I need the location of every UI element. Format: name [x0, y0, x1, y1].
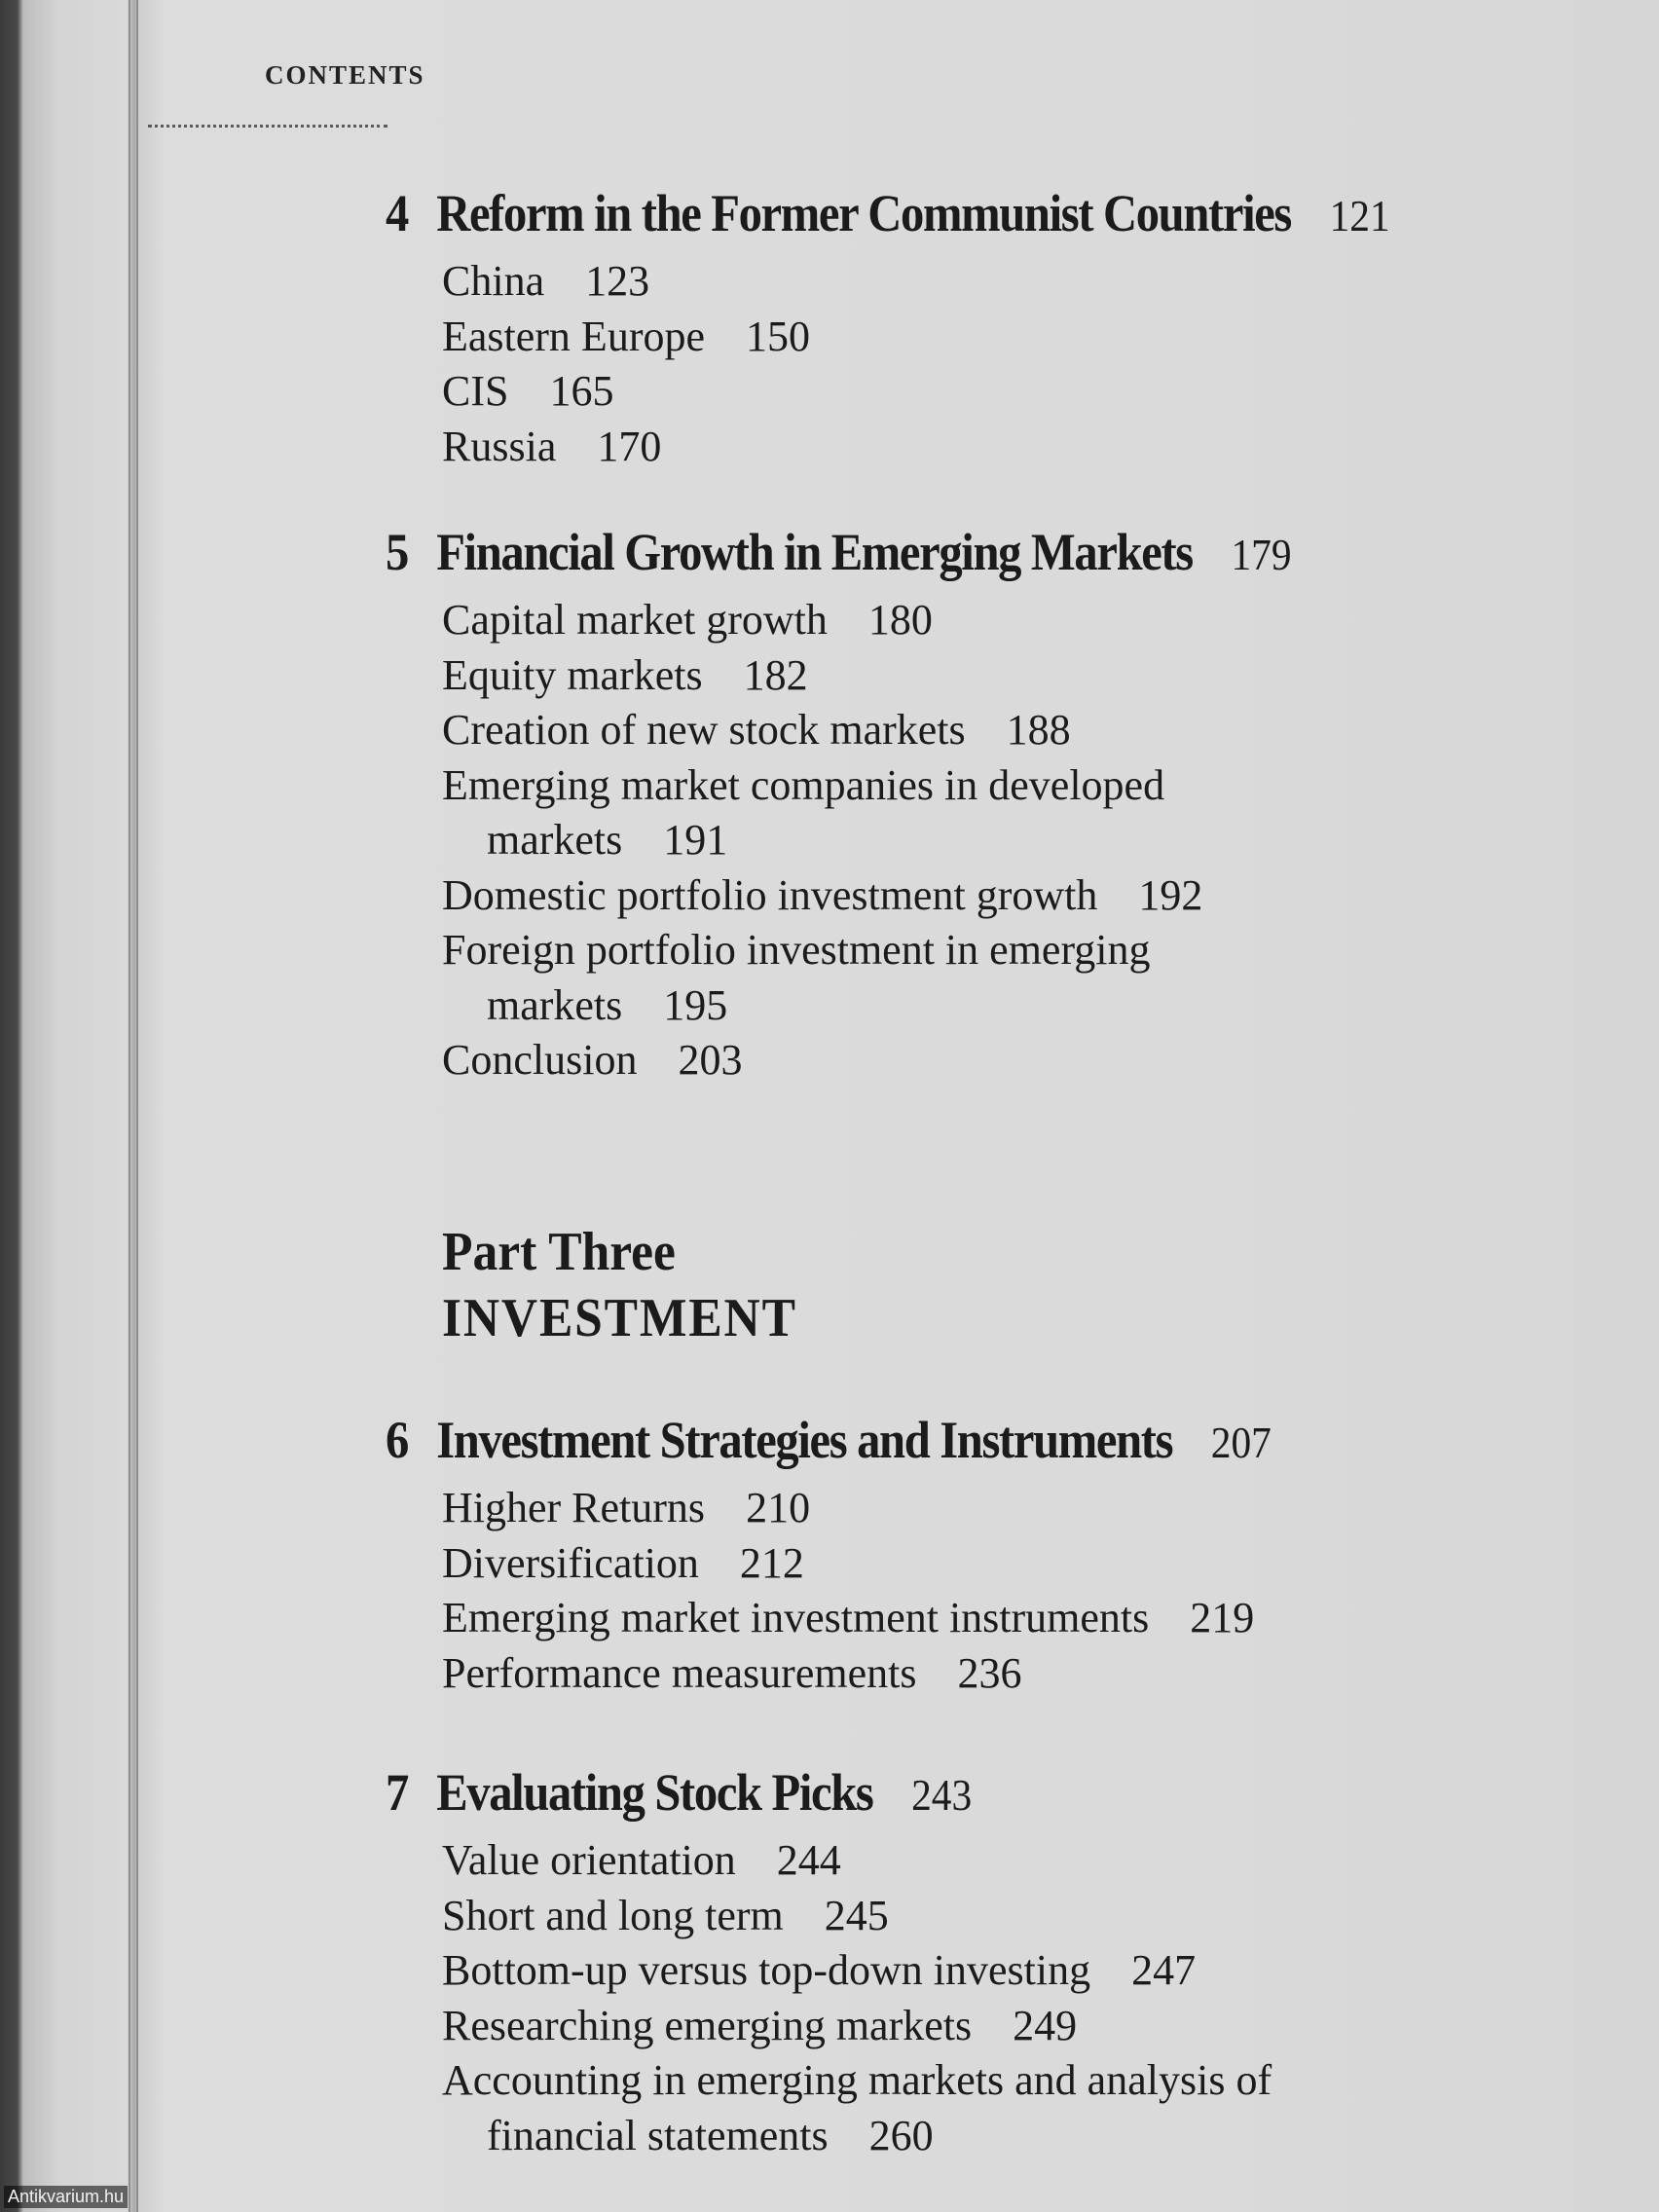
chapter-title: Evaluating Stock Picks	[436, 1763, 873, 1822]
section-entry[interactable]	[442, 923, 1392, 978]
section-entry[interactable]	[442, 254, 1501, 310]
watermark: Antikvarium.hu	[4, 2186, 128, 2208]
section-title: markets	[487, 816, 623, 864]
section-page: 191	[663, 816, 728, 864]
section-title: Conclusion	[442, 1036, 638, 1084]
chapter-7	[386, 1762, 1272, 2163]
section-title: Short and long term	[442, 1891, 784, 1939]
chapter-4	[386, 183, 1501, 474]
section-title: Emerging market companies in developed	[442, 760, 1165, 809]
section-title: Creation of new stock markets	[442, 706, 966, 754]
section-title: CIS	[442, 367, 509, 415]
chapter-page: 243	[911, 1770, 973, 1820]
section-page: 195	[663, 980, 728, 1029]
section-title: Performance measurements	[442, 1648, 917, 1697]
section-entry[interactable]	[442, 2053, 1272, 2109]
dotted-rule	[148, 125, 387, 128]
section-title: markets	[487, 980, 623, 1029]
section-page: 188	[1006, 706, 1071, 754]
section-list	[442, 593, 1392, 1088]
section-title: Bottom-up versus top-down investing	[442, 1946, 1091, 1994]
section-entry-continued[interactable]	[442, 813, 1392, 868]
chapter-6	[386, 1410, 1370, 1701]
chapter-heading[interactable]	[386, 522, 1292, 585]
section-entry[interactable]	[442, 1646, 1370, 1702]
section-title: Emerging market investment instruments	[442, 1594, 1150, 1641]
part-title: INVESTMENT	[442, 1288, 797, 1348]
chapter-heading[interactable]	[386, 1762, 1183, 1825]
section-title: Eastern Europe	[442, 312, 705, 360]
section-entry-continued[interactable]	[442, 978, 1392, 1034]
section-entry[interactable]	[442, 758, 1392, 814]
section-page: 260	[868, 2111, 934, 2159]
section-entry[interactable]	[442, 648, 1392, 704]
section-title: China	[442, 257, 545, 305]
section-page: 236	[957, 1648, 1022, 1697]
section-list	[442, 1481, 1370, 1701]
section-page: 210	[746, 1484, 811, 1531]
section-entry[interactable]	[442, 1481, 1370, 1536]
section-entry[interactable]	[442, 1999, 1272, 2054]
section-list	[442, 254, 1501, 474]
section-entry[interactable]	[442, 420, 1501, 475]
section-page: 244	[776, 1836, 841, 1884]
section-entry[interactable]	[442, 364, 1501, 420]
chapter-number: 4	[386, 184, 408, 242]
section-entry[interactable]	[442, 310, 1501, 365]
running-head: CONTENTS	[265, 60, 425, 90]
section-page: 165	[549, 367, 614, 415]
section-entry[interactable]	[442, 703, 1392, 758]
section-title: Value orientation	[442, 1836, 736, 1884]
chapter-number: 6	[386, 1411, 408, 1469]
section-page: 219	[1190, 1594, 1255, 1641]
section-title: Researching emerging markets	[442, 2001, 973, 2049]
section-entry-continued[interactable]	[442, 2109, 1272, 2164]
section-entry[interactable]	[442, 1943, 1272, 1999]
chapter-title: Financial Growth in Emerging Markets	[436, 523, 1193, 581]
chapter-page: 121	[1329, 191, 1390, 240]
section-page: 182	[743, 650, 808, 699]
section-title: Foreign portfolio investment in emerging	[442, 926, 1151, 974]
section-title: Capital market growth	[442, 596, 828, 644]
chapter-title: Reform in the Former Communist Countries	[436, 184, 1292, 242]
section-entry[interactable]	[442, 1889, 1272, 1944]
section-entry[interactable]	[442, 1591, 1370, 1646]
section-entry[interactable]	[442, 1033, 1392, 1088]
section-title: financial statements	[487, 2111, 829, 2159]
section-page: 123	[585, 257, 650, 305]
gutter-line	[129, 0, 130, 2212]
section-title: Domestic portfolio investment growth	[442, 870, 1098, 919]
part-label: Part Three	[442, 1222, 676, 1282]
chapter-heading[interactable]	[386, 183, 1390, 246]
section-page: 212	[739, 1538, 804, 1587]
chapter-number: 7	[386, 1763, 408, 1822]
gutter-line	[136, 0, 138, 2212]
section-entry[interactable]	[442, 1833, 1272, 1889]
section-page: 180	[867, 596, 933, 644]
section-entry[interactable]	[442, 593, 1392, 648]
section-title: Accounting in emerging markets and analysis of	[442, 2056, 1272, 2104]
section-entry[interactable]	[442, 1536, 1370, 1592]
section-title: Higher Returns	[442, 1484, 706, 1531]
section-title: Equity markets	[442, 650, 703, 699]
section-page: 247	[1131, 1946, 1197, 1994]
section-page: 192	[1138, 870, 1203, 919]
section-title: Diversification	[442, 1538, 699, 1587]
section-page: 150	[746, 312, 810, 360]
chapter-page: 179	[1231, 530, 1292, 579]
section-title: Russia	[442, 422, 557, 470]
part-heading[interactable]	[442, 1219, 797, 1351]
chapter-page: 207	[1210, 1418, 1272, 1467]
chapter-title: Investment Strategies and Instruments	[436, 1411, 1173, 1469]
section-list	[442, 1833, 1272, 2163]
section-page: 249	[1013, 2001, 1078, 2049]
section-entry[interactable]	[442, 868, 1392, 924]
section-page: 203	[678, 1036, 743, 1084]
chapter-heading[interactable]	[386, 1410, 1272, 1473]
chapter-5	[386, 522, 1392, 1088]
chapter-number: 5	[386, 523, 408, 581]
section-page: 170	[597, 422, 662, 470]
section-page: 245	[824, 1891, 889, 1939]
